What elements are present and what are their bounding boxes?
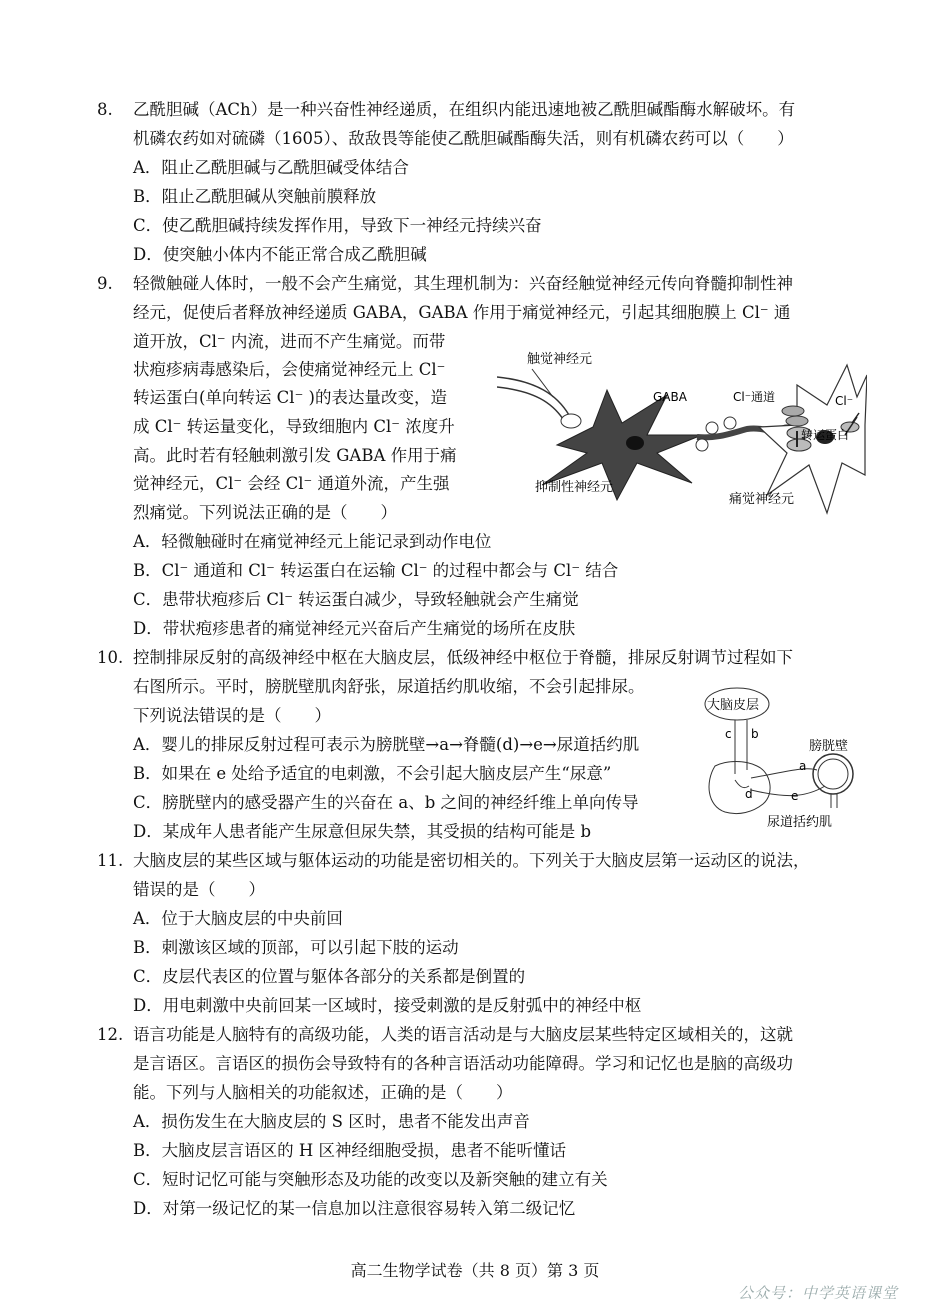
label-transporter: 转运蛋白 [801,428,850,442]
watermark: 公众号：中学英语课堂 [737,1284,898,1302]
page-footer: 高二生物学试卷（共 8 页）第 3 页 [350,1261,600,1280]
option-d: D．对第一级记忆的某一信息加以注意很容易转入第二级记忆 [133,1199,576,1218]
option-a: A．位于大脑皮层的中央前回 [133,909,343,928]
question-stem-line: 道开放，Cl⁻ 内流，进而不产生痛觉。而带 [133,332,446,351]
option-a: A．轻微触碰时在痛觉神经元上能记录到动作电位 [133,532,492,551]
question-stem-line: 错误的是（ ） [133,880,265,899]
label-d: d [745,787,753,801]
option-c: C．患带状疱疹后 Cl⁻ 转运蛋白减少，导致轻触就会产生痛觉 [133,590,579,609]
question-stem-line: 经元，促使后者释放神经递质 GABA，GABA 作用于痛觉神经元，引起其细胞膜上 Cl⁻ 通 [133,303,791,322]
question-stem-line: 烈痛觉。下列说法正确的是（ ） [133,503,397,522]
option-b: B．Cl⁻ 通道和 Cl⁻ 转运蛋白在运输 Cl⁻ 的过程中都会与 Cl⁻ 结合 [133,561,619,580]
label-b: b [751,727,759,741]
question-stem-line: 语言功能是人脑特有的高级功能，人类的语言活动是与大脑皮层某些特定区域相关的，这就 [133,1025,793,1044]
question-stem-line: 能。下列与人脑相关的功能叙述，正确的是（ ） [133,1083,513,1102]
label-cl: Cl⁻ [835,394,854,408]
spinal-cord-shape [709,762,770,814]
question-stem-line: 下列说法错误的是（ ） [133,706,331,725]
question-stem-line: 状疱疹病毒感染后，会使痛觉神经元上 Cl⁻ [133,360,446,379]
option-d: D．用电刺激中央前回某一区域时，接受刺激的是反射弧中的神经中枢 [133,996,642,1015]
label-pain-neuron: 痛觉神经元 [729,492,795,507]
label-cortex: 大脑皮层 [707,698,760,713]
label-e: e [791,789,799,803]
neuron-diagram [497,335,867,515]
question-stem-line: 轻微触碰人体时，一般不会产生痛觉，其生理机制为：兴奋经触觉神经元传向脊髓抑制性神 [133,274,793,293]
label-c: c [725,727,732,741]
question-stem-line: 大脑皮层的某些区域与躯体运动的功能是密切相关的。下列关于大脑皮层第一运动区的说法， [133,851,810,870]
option-c: C．使乙酰胆碱持续发挥作用，导致下一神经元持续兴奋 [133,216,542,235]
option-a: A．损伤发生在大脑皮层的 S 区时，患者不能发出声音 [133,1112,530,1131]
bladder-shape [813,754,853,794]
question-stem-line: 乙酰胆碱（ACh）是一种兴奋性神经递质，在组织内能迅速地被乙酰胆碱酯酶水解破坏。有 [133,100,796,119]
label-gaba: GABA [653,390,687,404]
question-stem-line: 机磷农药如对硫磷（1605）、敌敌畏等能使乙酰胆碱酯酶失活，则有机磷农药可以（ ） [133,129,794,148]
option-d: D．带状疱疹患者的痛觉神经元兴奋后产生痛觉的场所在皮肤 [133,619,576,638]
question-stem-line: 成 Cl⁻ 转运量变化，导致细胞内 Cl⁻ 浓度升 [133,417,455,436]
question-stem-line: 转运蛋白(单向转运 Cl⁻ )的表达量改变，造 [133,388,447,407]
reflex-diagram [695,686,865,834]
question-number: 8. [97,100,113,119]
question-stem-line: 高。此时若有轻触刺激引发 GABA 作用于痛 [133,446,457,465]
question-stem-line: 右图所示。平时，膀胱壁肌肉舒张，尿道括约肌收缩，不会引起排尿。 [133,677,645,696]
option-d: D．使突触小体内不能正常合成乙酰胆碱 [133,245,427,264]
question-stem-line: 控制排尿反射的高级神经中枢在大脑皮层，低级神经中枢位于脊髓，排尿反射调节过程如下 [133,648,793,667]
cl-channel-shape [782,406,804,416]
option-b: B．刺激该区域的顶部，可以引起下肢的运动 [133,938,459,957]
option-d: D．某成年人患者能产生尿意但尿失禁，其受损的结构可能是 b [133,822,592,841]
option-c: C．短时记忆可能与突触形态及功能的改变以及新突触的建立有关 [133,1170,608,1189]
label-sphincter: 尿道括约肌 [767,815,833,830]
question-number: 9. [97,274,113,293]
label-cl-channel: Cl⁻通道 [733,390,776,404]
question-stem-line: 觉神经元，Cl⁻ 会经 Cl⁻ 通道外流，产生强 [133,474,450,493]
option-a: A．阻止乙酰胆碱与乙酰胆碱受体结合 [133,158,409,177]
label-inhibitory-neuron: 抑制性神经元 [535,480,614,495]
question-number: 12. [97,1025,124,1044]
label-bladder: 膀胱壁 [809,739,849,754]
question-stem-line: 是言语区。言语区的损伤会导致特有的各种言语活动功能障碍。学习和记忆也是脑的高级功 [133,1054,793,1073]
label-touch-neuron: 触觉神经元 [527,352,593,367]
option-b: B．如果在 e 处给予适宜的电刺激，不会引起大脑皮层产生“尿意” [133,764,612,783]
question-number: 11. [97,851,124,870]
option-c: C．膀胱壁内的感受器产生的兴奋在 a、b 之间的神经纤维上单向传导 [133,793,639,812]
inhibitory-nucleus [626,436,644,450]
option-b: B．大脑皮层言语区的 H 区神经细胞受损，患者不能听懂话 [133,1141,567,1160]
question-number: 10. [97,648,124,667]
option-c: C．皮层代表区的位置与躯体各部分的关系都是倒置的 [133,967,526,986]
label-a: a [799,759,807,773]
option-b: B．阻止乙酰胆碱从突触前膜释放 [133,187,377,206]
touch-neuron-terminal [561,414,581,428]
option-a: A．婴儿的排尿反射过程可表示为膀胱壁→a→脊髓(d)→e→尿道括约肌 [133,735,640,754]
